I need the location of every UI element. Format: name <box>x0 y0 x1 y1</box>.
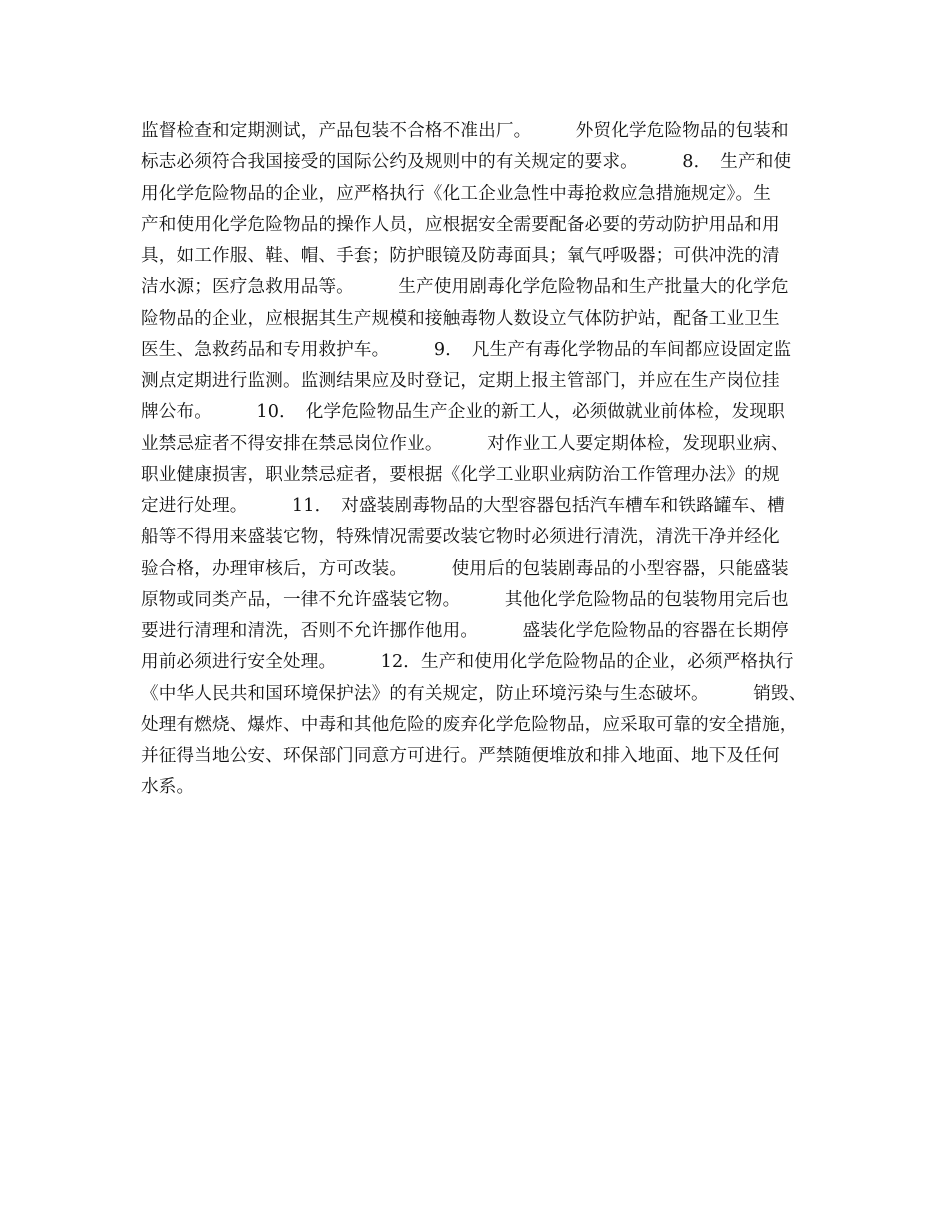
text-line: 水系。 <box>141 777 195 798</box>
text-line: 并征得当地公安、环保部门同意方可进行。严禁随便堆放和排入地面、地下及任何 <box>141 746 780 766</box>
text-line: 验合格，办理审核后，方可改装。 使用后的包装剧毒品的小型容器，只能盛装 <box>141 558 789 579</box>
text-line: 具，如工作服、鞋、帽、手套；防护眼镜及防毒面具；氧气呼吸器；可供冲洗的清 <box>141 246 780 266</box>
text-line: 业禁忌症者不得安排在禁忌岗位作业。 对作业工人要定期体检，发现职业病、 <box>141 433 789 454</box>
text-line: 要进行清理和清洗，否则不允许挪作他用。 盛装化学危险物品的容器在长期停 <box>141 621 789 641</box>
text-line: 医生、急救药品和专用救护车。 9． 凡生产有毒化学物品的车间都应设固定监 <box>141 339 792 360</box>
text-line: 定进行处理。 11． 对盛装剧毒物品的大型容器包括汽车槽车和铁路罐车、槽 <box>141 496 785 516</box>
text-line: 处理有燃烧、爆炸、中毒和其他危险的废弃化学危险物品，应采取可靠的安全措施， <box>141 714 798 735</box>
text-line: 险物品的企业，应根据其生产规模和接触毒物人数设立气体防护站，配备工业卫生 <box>141 308 780 329</box>
body-text <box>141 116 821 804</box>
text-line: 用前必须进行安全处理。 12．生产和使用化学危险物品的企业，必须严格执行 <box>141 652 794 673</box>
text-line: 用化学危险物品的企业，应严格执行《化工企业急性中毒抢救应急措施规定》。生 <box>141 183 771 204</box>
text-line: 《中华人民共和国环境保护法》的有关规定，防止环境污染与生态破坏。 销毁、 <box>141 683 807 704</box>
text-line: 职业健康损害，职业禁忌症者，要根据《化学工业职业病防治工作管理办法》的规 <box>141 464 780 485</box>
text-line: 牌公布。 10． 化学危险物品生产企业的新工人，必须做就业前体检，发现职 <box>141 402 785 423</box>
text-line: 船等不得用来盛装它物，特殊情况需要改装它物时必须进行清洗，清洗干净并经化 <box>141 527 780 548</box>
text-line: 产和使用化学危险物品的操作人员，应根据安全需要配备必要的劳动防护用品和用 <box>141 214 780 235</box>
text-line: 洁水源；医疗急救用品等。 生产使用剧毒化学危险物品和生产批量大的化学危 <box>141 277 789 298</box>
text-line: 标志必须符合我国接受的国际公约及规则中的有关规定的要求。 8． 生产和使 <box>141 152 792 173</box>
text-line: 监督检查和定期测试，产品包装不合格不准出厂。 外贸化学危险物品的包装和 <box>141 121 789 141</box>
text-line: 测点定期进行监测。监测结果应及时登记，定期上报主管部门，并应在生产岗位挂 <box>141 371 780 391</box>
text-line: 原物或同类产品，一律不允许盛装它物。 其他化学危险物品的包装物用完后也 <box>141 589 789 610</box>
